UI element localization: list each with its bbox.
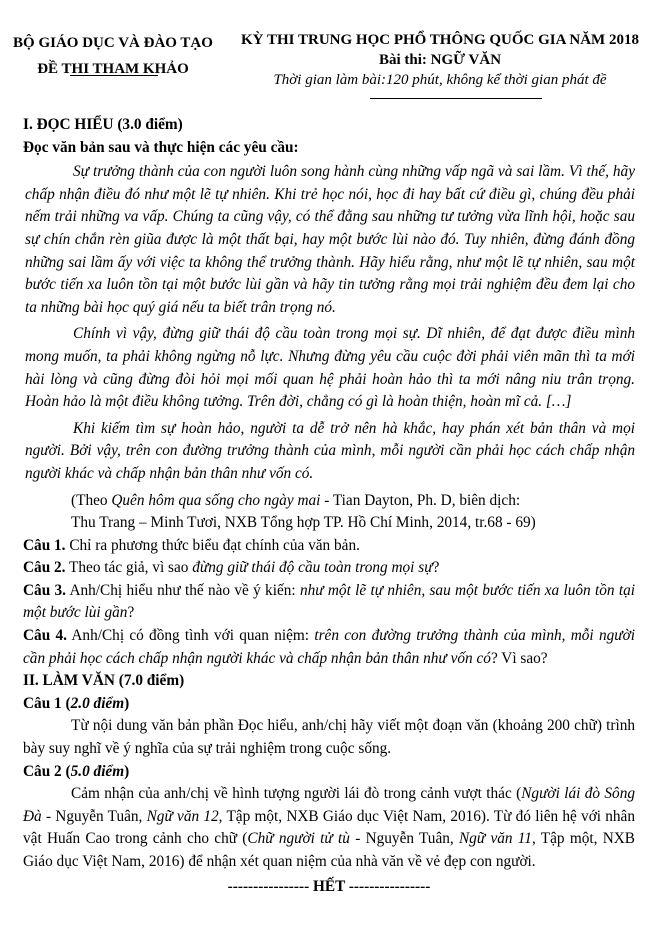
question-1: Câu 1. Chỉ ra phương thức biểu đạt chính của văn bản.: [23, 536, 360, 554]
passage-source-line2: Thu Trang – Minh Tươi, NXB Tổng hợp TP. Hồ Chí Minh, 2014, tr.68 - 69): [71, 514, 536, 532]
header-right: [222, 30, 658, 99]
header-rule: [370, 98, 542, 99]
essay-2-heading: Câu 2 (5.0 điểm): [23, 762, 130, 780]
ministry-underline: [70, 75, 158, 76]
passage-source: (Theo Quên hôm qua sống cho ngày mai - Tian Dayton, Ph. D, biên dịch:: [71, 491, 521, 509]
essay-1-task: Từ nội dung văn bản phần Đọc hiểu, anh/chị hãy viết một đoạn văn (khoảng 200 chữ) trình bày suy nghĩ về ý nghĩa của sự trải nghiệm trong cuộc sống.: [23, 717, 635, 758]
question-3: Câu 3. Anh/Chị hiểu như thế nào về ý kiến: như một lẽ tự nhiên, sau một bước tiến xa luôn tồn tại một bước lùi gần?: [23, 581, 636, 622]
exam-title: KỲ THI TRUNG HỌC PHỔ THÔNG QUỐC GIA NĂM 2018: [241, 32, 639, 48]
question-2: Câu 2. Theo tác giả, vì sao đừng giữ thái độ cầu toàn trong mọi sự?: [23, 559, 440, 577]
passage-paragraph: Sự trưởng thành của con người luôn song hành cùng những vấp ngã và sai lầm. Vì thế, hãy chấp nhận điều đó như một lẽ tự nhiên. Khi trẻ học nói, học đi hay bất cứ điều gì, chúng đều phải nếm trải những va vấp. Chúng ta cũng vậy, có thể đằng sau những tư tưởng vừa lĩnh hội, hoặc sau sự chín chắn rèn giũa được là một thất bại, hay một bước lùi nào đó. Tuy nhiên, đừng đánh đồng những sai lầm ấy với việc ta không thể trưởng thành. Hãy hiểu rằng, như một lẽ tự nhiên, sau một bước tiến xa luôn tồn tại một bước lùi gần và hãy tin tưởng rằng mọi trải nghiệm đều đem lại cho ta những bài học quý giá nếu ta biết trân trọng nó.: [25, 163, 635, 316]
ministry-name: BỘ GIÁO DỤC VÀ ĐÀO TẠO: [13, 35, 213, 51]
part1-title: I. ĐỌC HIỂU (3.0 điểm): [23, 116, 183, 133]
source-book-title: Quên hôm qua sống cho ngày mai: [111, 491, 321, 509]
end-marker: ---------------- HẾT ----------------: [227, 877, 431, 895]
part2-title: II. LÀM VĂN (7.0 điểm): [23, 672, 185, 690]
exam-subject: Bài thi: NGỮ VĂN: [378, 52, 502, 68]
essay-1-heading: Câu 1 (2.0 điểm): [23, 694, 130, 712]
part1-instruction: Đọc văn bản sau và thực hiện các yêu cầu:: [23, 138, 299, 156]
reading-passage: [23, 161, 635, 485]
exam-type: ĐỀ THI THAM KHẢO: [37, 61, 189, 77]
passage-paragraph: Chính vì vậy, đừng giữ thái độ cầu toàn trong mọi sự. Dĩ nhiên, để đạt được điều mình mong muốn, ta phải không ngừng nỗ lực. Nhưng đừng yêu cầu cuộc đời phải viên mãn thì ta mới hài lòng và cũng đừng đòi hỏi mọi mối quan hệ phải hoàn hảo thì ta mới nâng niu trân trọng. Hoàn hảo là một điều không tưởng. Trên đời, chẳng có gì là hoàn thiện, hoàn mĩ cả. […]: [25, 325, 635, 411]
passage-paragraph: Khi kiếm tìm sự hoàn hảo, người ta dễ trở nên hà khắc, hay phán xét bản thân và mọi người. Bởi vậy, trên con đường trưởng thành của mình, mỗi người cần phải học cách chấp nhận người khác và chấp nhận bản thân như vốn có.: [25, 419, 635, 482]
exam-time: Thời gian làm bài:120 phút, không kể thời gian phát đề: [273, 72, 607, 88]
header-left: [8, 30, 218, 82]
question-4: Câu 4. Anh/Chị có đồng tình với quan niệm: trên con đường trưởng thành của mình, mỗi người cần phải học cách chấp nhận người khác và chấp nhận bản thân như vốn có? Vì sao?: [23, 627, 635, 667]
exam-content: [23, 114, 635, 898]
essay-2-task: Cảm nhận của anh/chị về hình tượng người lái đò trong cảnh vượt thác (Người lái đò Sông Đà - Nguyễn Tuân, Ngữ văn 12, Tập một, NXB Giáo dục Việt Nam, 2016). Từ đó liên hệ với nhân vật Huấn Cao trong cảnh cho chữ (Chữ người tử tù - Nguyễn Tuân, Ngữ văn 11, Tập một, NXB Giáo dục Việt Nam, 2016) để nhận xét quan niệm của nhà văn về vẻ đẹp con người.: [23, 785, 636, 870]
